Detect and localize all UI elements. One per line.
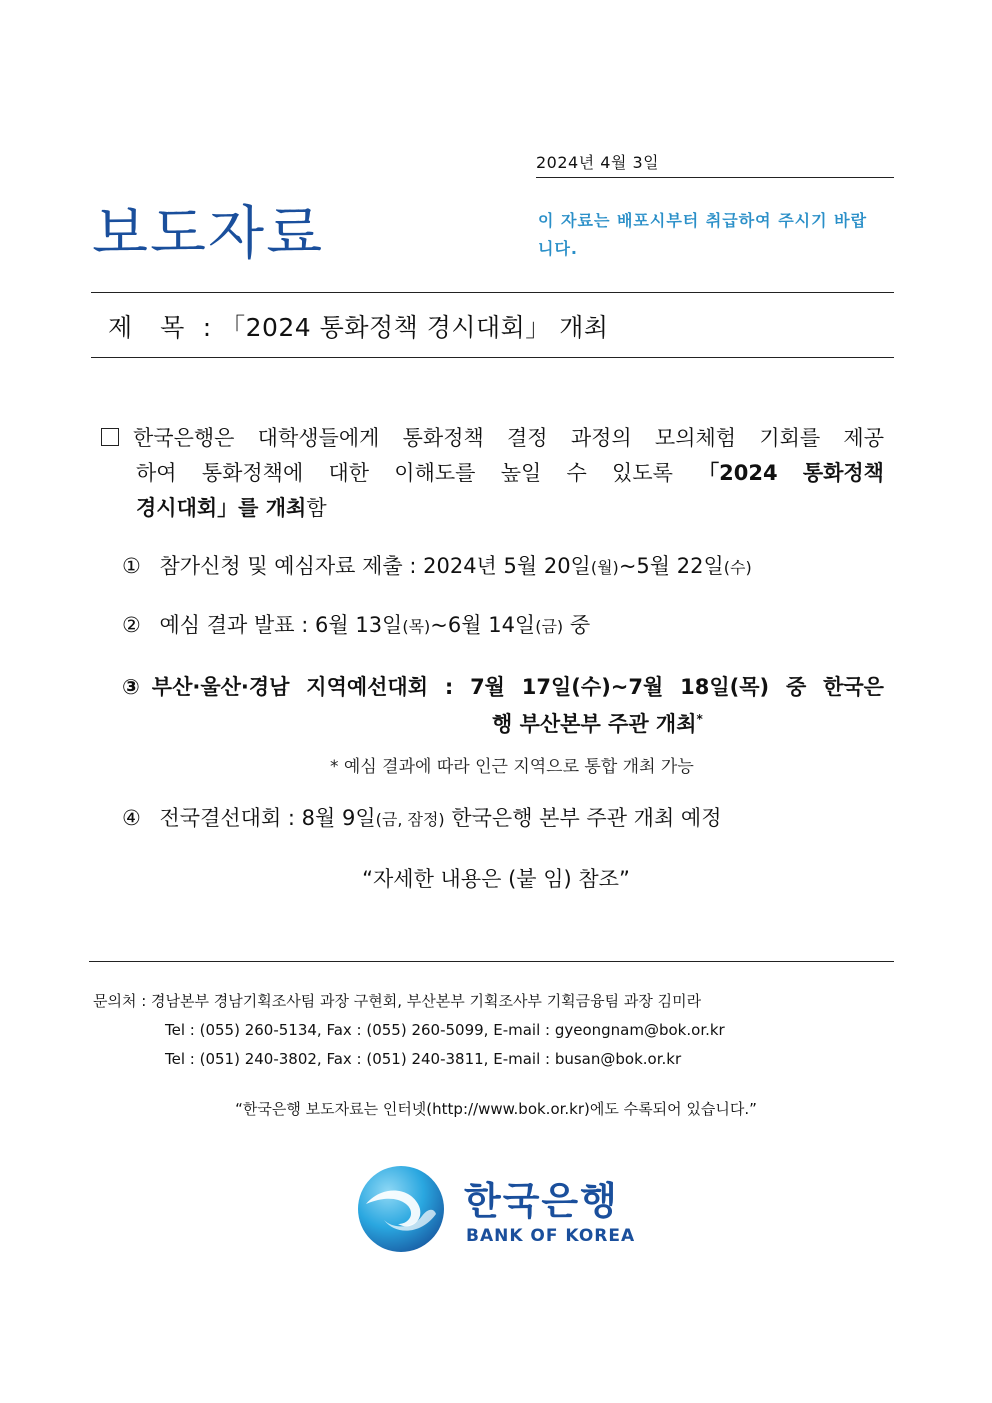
contact-line: Tel : (055) 260-5134, Fax : (055) 260-5099, E-mail : gyeongnam@bok.or.kr (165, 1021, 725, 1039)
contact-line: 문의처 : 경남본부 경남기획조사팀 과장 구현회, 부산본부 기획조사부 기획금융팀 과장 김미라 (93, 992, 702, 1010)
item-3-line-2 (122, 703, 884, 740)
item-word: 7월 (470, 675, 505, 699)
summary-bold-text: 경시대회」를 개최 (136, 496, 307, 520)
item-word: : (444, 675, 454, 699)
item-weekday: (목) (402, 617, 431, 636)
item-number: ① (122, 554, 141, 578)
item-weekday: (수) (723, 558, 752, 577)
item-number: ③ (122, 675, 140, 699)
summary-word: 수 (566, 461, 587, 485)
footnote-mark: * (696, 712, 703, 726)
item-word: 부산·울산·경남 (151, 675, 290, 699)
website-note: “한국은행 보도자료는 인터넷(http://www.bok.or.kr)에도 수록되어 있습니다.” (235, 1100, 757, 1118)
summary-line-2 (101, 456, 884, 491)
summary-word: 통화정책 (802, 461, 884, 485)
item-number: ② (122, 613, 141, 637)
attachment-reference: “자세한 내용은 (붙 임) 참조” (362, 867, 630, 891)
item-label: 행 부산본부 주관 개최 (492, 712, 697, 736)
summary-word: 이해도를 (394, 461, 476, 485)
summary-word: 「2024 (698, 461, 778, 485)
item-word: 지역예선대회 (306, 675, 428, 699)
document-type-title: 보도자료 (92, 199, 325, 267)
item-number: ④ (122, 806, 141, 830)
summary-word: 하여 (136, 461, 177, 485)
item-word: 18일(목) (680, 675, 770, 699)
bank-name-korean: 한국은행 (464, 1179, 619, 1223)
item-word: 17일(수)~7월 (521, 675, 664, 699)
footnote-text: * 예심 결과에 따라 인근 지역으로 통합 개최 가능 (330, 757, 694, 777)
summary-word: 대한 (328, 461, 370, 485)
schedule-item-1 (122, 550, 752, 580)
summary-word: 모의체험 (654, 426, 737, 450)
summary-word: 높일 (500, 461, 542, 485)
summary-word: 통화정책에 (201, 461, 304, 485)
checkbox-bullet-icon (101, 428, 119, 446)
summary-word: 결정 (507, 426, 548, 450)
subject-label: 제 목 (108, 313, 195, 342)
item-label: ~6월 14일 (430, 613, 536, 637)
summary-word: 과정의 (570, 426, 632, 450)
subject-separator: : (202, 313, 212, 342)
item-3-line-1 (122, 671, 884, 703)
item-weekday: (금, 잠정) (375, 810, 445, 829)
summary-word: 기회를 (759, 426, 821, 450)
embargo-notice: 이 자료는 배포시부터 취급하여 주시기 바랍니다. (538, 211, 868, 258)
item-label: 전국결선대회 : 8월 9일 (159, 806, 376, 830)
item-label: 예심 결과 발표 : 6월 13일 (159, 613, 403, 637)
item-end-text: 한국은행 본부 주관 개최 예정 (444, 806, 722, 830)
summary-word: 통화정책 (402, 426, 484, 450)
contact-line: Tel : (051) 240-3802, Fax : (051) 240-3811, E-mail : busan@bok.or.kr (165, 1050, 682, 1068)
item-weekday: (금) (535, 617, 564, 636)
summary-end-text: 함 (306, 496, 327, 520)
bank-name-english: BANK OF KOREA (466, 1226, 636, 1246)
summary-line-3 (101, 491, 884, 526)
schedule-item-2 (122, 609, 590, 639)
item-end-text: 중 (563, 613, 591, 637)
item-label: 참가신청 및 예심자료 제출 : 2024년 5월 20일 (159, 554, 591, 578)
summary-line-1 (101, 421, 884, 456)
footer-divider (89, 961, 894, 962)
bank-logo-icon (356, 1164, 446, 1258)
item-weekday: (월) (590, 558, 619, 577)
contact-info (93, 987, 725, 1074)
summary-paragraph (101, 421, 884, 526)
summary-word: 제공 (843, 426, 884, 450)
summary-word: 대학생들에게 (257, 426, 380, 450)
item-word: 한국은 (823, 675, 884, 699)
item-label: ~5월 22일 (618, 554, 724, 578)
subject-line (108, 308, 609, 344)
schedule-item-3 (122, 671, 884, 740)
subject-text: 「2024 통화정책 경시대회」 개최 (220, 313, 609, 342)
item-word: 중 (785, 675, 807, 699)
schedule-item-4 (122, 802, 721, 832)
summary-word: 있도록 (612, 461, 673, 485)
release-date: 2024년 4월 3일 (536, 150, 894, 178)
summary-word: 한국은행은 (133, 426, 235, 450)
